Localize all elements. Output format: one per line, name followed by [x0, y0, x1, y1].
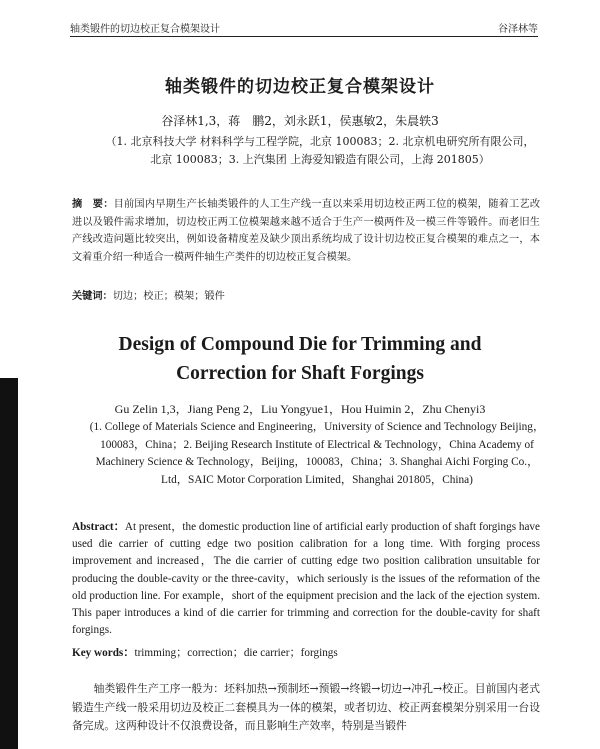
chinese-keywords-text: 切边；校正；模架；锻件 [112, 291, 225, 302]
chinese-affiliations [95, 133, 545, 169]
chinese-abstract-text: 目前国内早期生产长轴类锻件的人工生产线一直以来采用切边校正两工位的模架，随着工艺改进以及锻件需求增加，切边校正两工位模架越来越不适合于生产一模两件及一模三件等锻件。而老旧生产线改造问题比较突出，例如设备精度差及缺少顶出系统均成了设计切边校正复合模架的难点之一，本文着重介绍一种适合一模两件轴生产类件的切边校正复合模架。 [72, 199, 541, 263]
chinese-abstract [72, 196, 540, 266]
english-abstract-label: Abstract： [72, 521, 125, 533]
running-header [70, 20, 538, 34]
english-title [0, 330, 600, 388]
english-abstract-text: At present，the domestic production line of artificial early production of shaft forgings have used die carrier of cutting edge two position calibration for a long time. With forging process improvement and increased，The die carrier of cutting edge two position calibration unsuitable for producing the double-cavity or the three-cavity，which seriously is the issues of the reformation of the old production line. For example，short of the equipment precision and the lack of the ejection system. This paper introduces a kind of die carrier for trimming and correction for the double-cavity for shaft forgings. [72, 521, 540, 637]
english-title-line-1: Design of Compound Die for Trimming and [118, 334, 482, 355]
english-affiliations: (1. College of Materials Science and Engineering，University of Science and Technology Beijing，100083，China；2. Beijing Research Institute of Electrical & Technology，China Academy of Machinery Science & Technology，Beijing，100083，China；3. Shanghai Aichi Forging Co.，Ltd，SAIC Motor Corporation Limited，Shanghai 201805，China) [89, 421, 545, 486]
running-header-authors: 谷泽林等 [498, 24, 538, 35]
body-paragraph: 轴类锻件生产工序一般为：坯料加热→预制坯→预锻→终锻→切边→冲孔→校正。目前国内老式锻造生产线一般采用切边及校正二套模具为一体的模架，或者切边、校正两套模架分别采用一台设备完成。这两种设计不仅浪费设备，而且影响生产效率，特别是当锻件 [72, 682, 540, 732]
english-abstract [72, 519, 540, 639]
english-title-line-2: Correction for Shaft Forgings [176, 363, 424, 384]
chinese-keywords-label: 关键词： [72, 290, 113, 302]
english-keywords [72, 644, 540, 660]
running-header-title: 轴类锻件的切边校正复合模架设计 [70, 24, 220, 35]
english-keywords-text: trimming；correction；die carrier；forgings [134, 647, 338, 659]
english-keywords-label: Key words： [72, 647, 135, 659]
chinese-authors: 谷泽林1,3，蒋 鹏2，刘永跃1，侯惠敏2，朱晨轶3 [161, 114, 439, 128]
chinese-affiliation-line-1: （1. 北京科技大学 材料科学与工程学院，北京 100083；2. 北京机电研究所有限公司， [105, 135, 535, 148]
english-authors: Gu Zelin 1,3，Jiang Peng 2，Liu Yongyue1，Hou Huimin 2，Zhu Chenyi3 [114, 402, 486, 416]
chinese-title: 轴类锻件的切边校正复合模架设计 [165, 77, 435, 97]
chinese-keywords [72, 287, 540, 302]
chinese-abstract-label: 摘 要： [72, 198, 114, 210]
header-rule [70, 36, 538, 37]
chinese-affiliation-line-2: 北京 100083；3. 上汽集团 上海爱知锻造有限公司，上海 201805） [150, 153, 490, 166]
page-edge-bar [0, 378, 18, 749]
